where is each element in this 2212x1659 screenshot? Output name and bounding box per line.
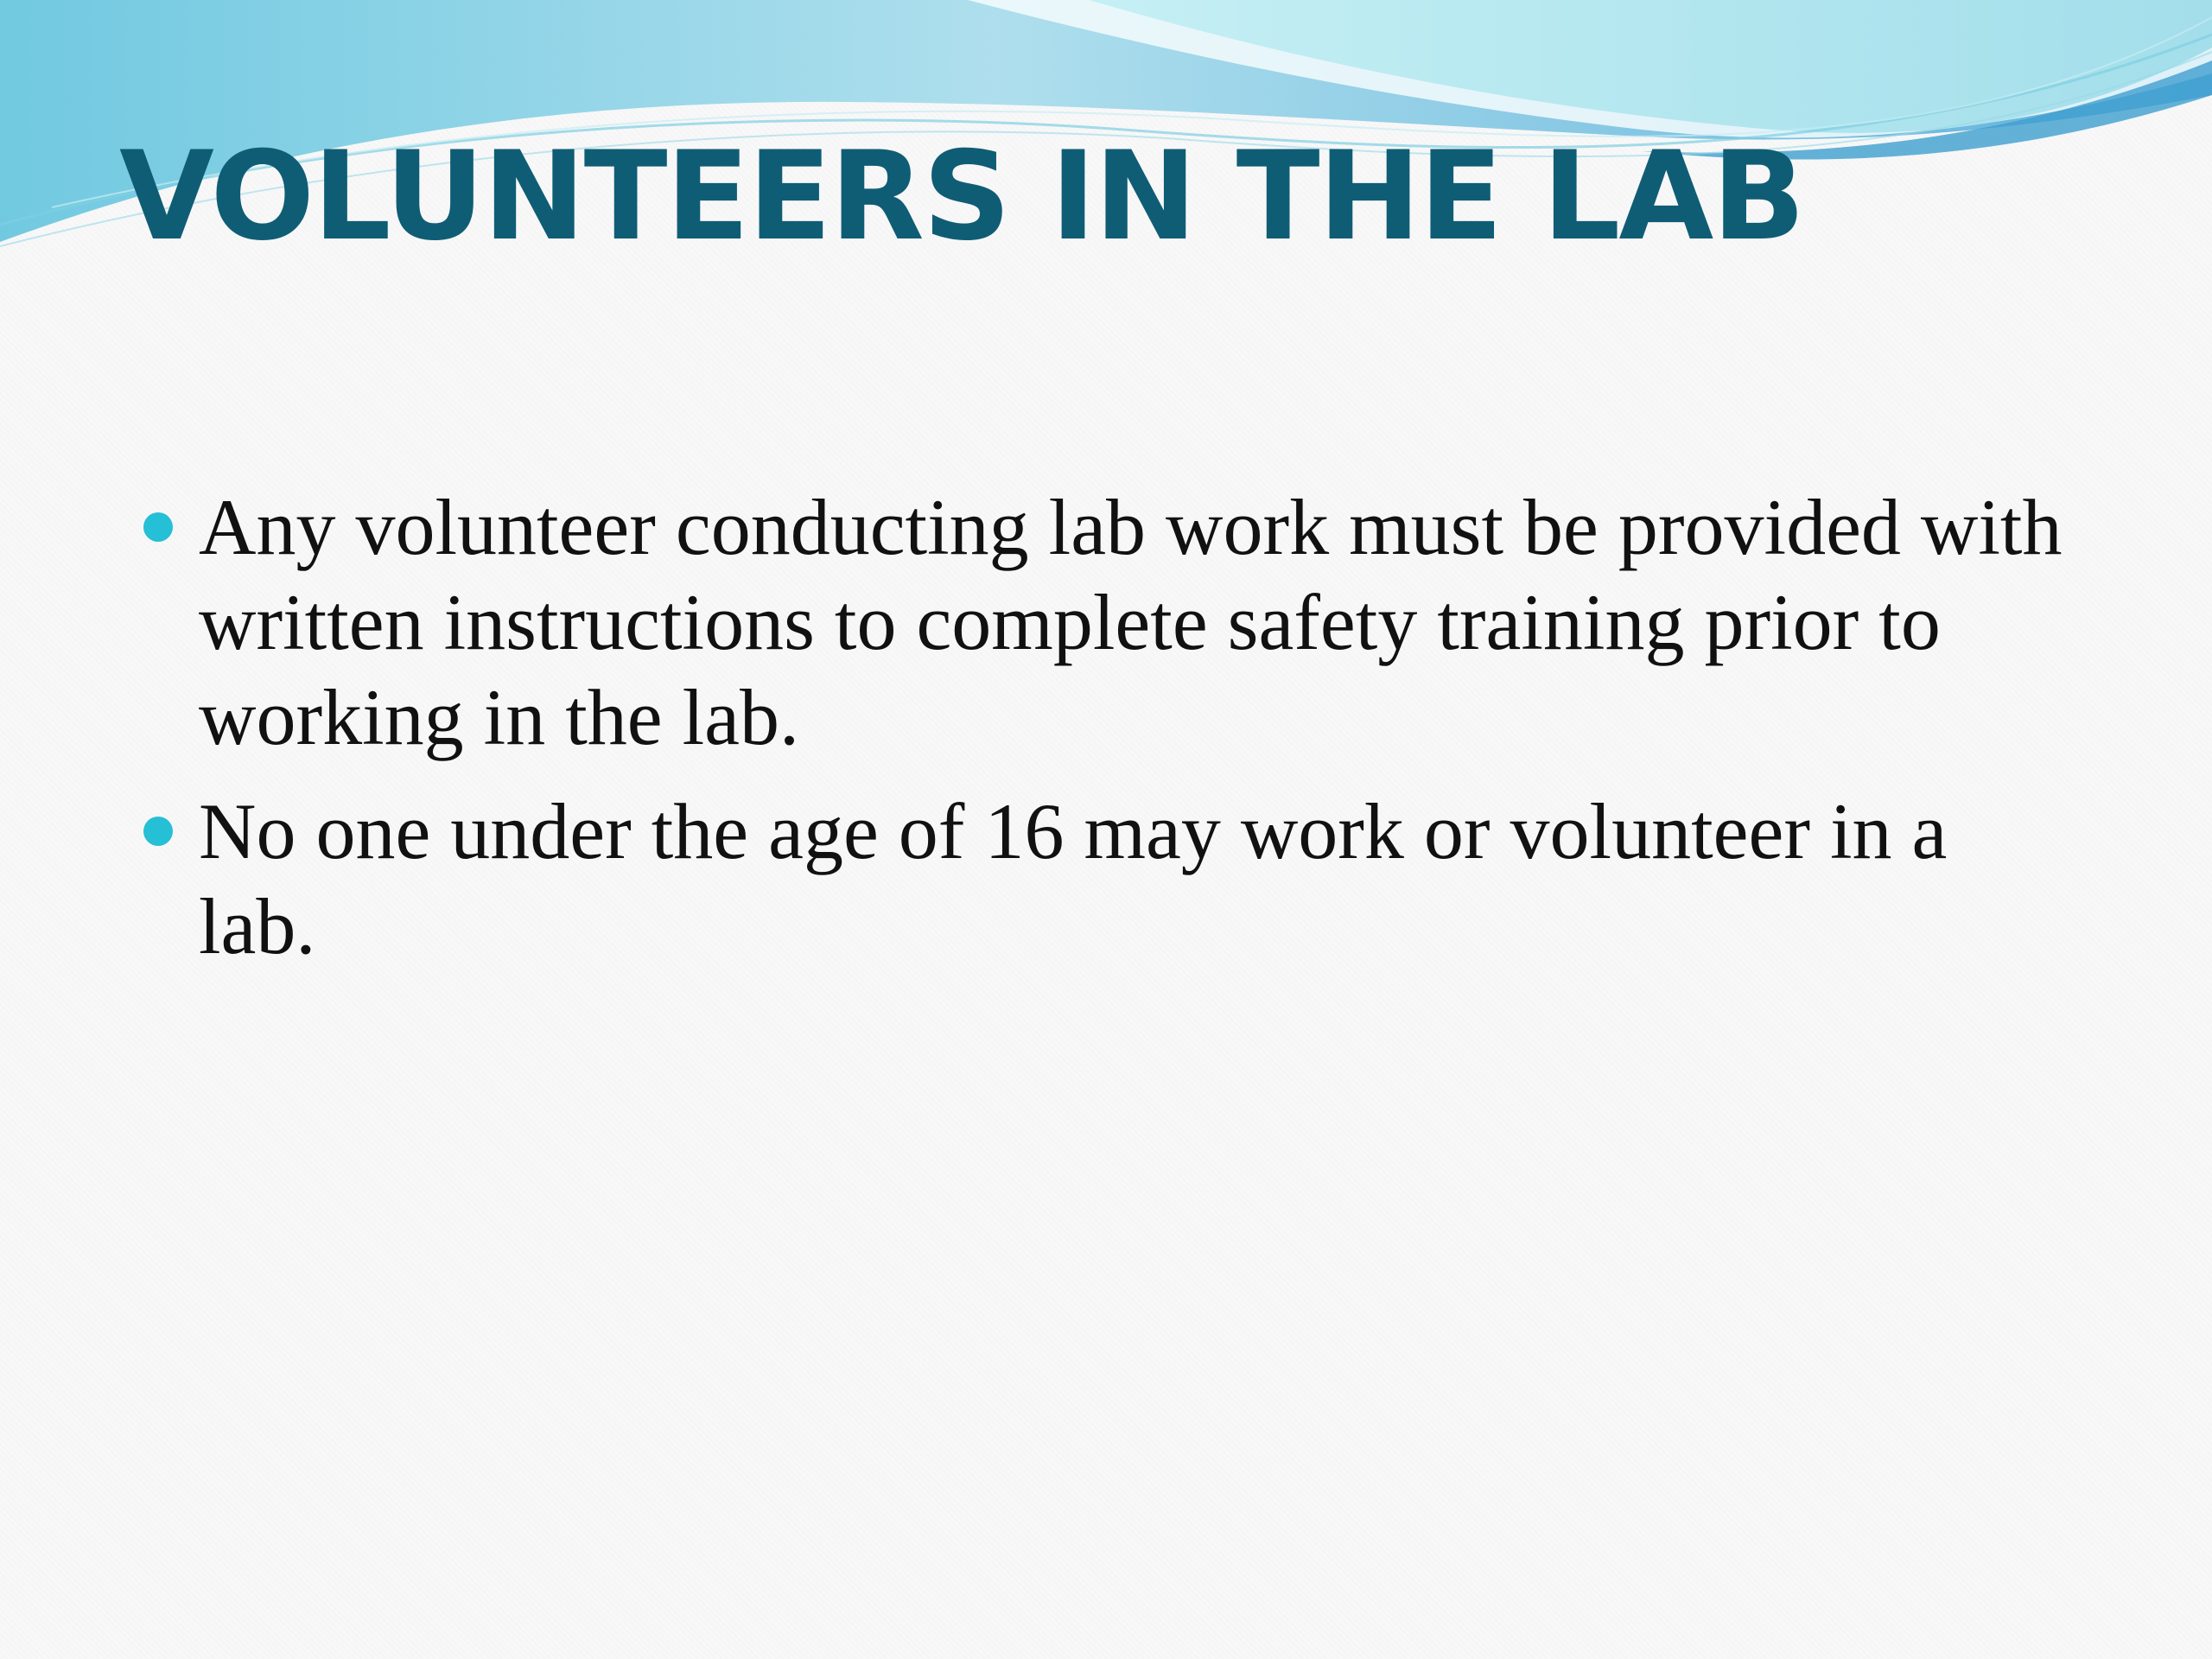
bullet-list	[138, 480, 2065, 993]
bullet-item	[138, 784, 2065, 974]
slide-title: VOLUNTEERS IN THE LAB	[119, 125, 1804, 268]
bullet-text: Any volunteer conducting lab work must be provided with written instructions to complete safety training prior to working in the lab.	[199, 483, 2063, 761]
bullet-text: No one under the age of 16 may work or volunteer in a lab.	[199, 787, 1948, 970]
bullet-dot-icon	[143, 817, 173, 846]
bullet-item	[138, 480, 2065, 765]
bullet-dot-icon	[143, 512, 173, 542]
